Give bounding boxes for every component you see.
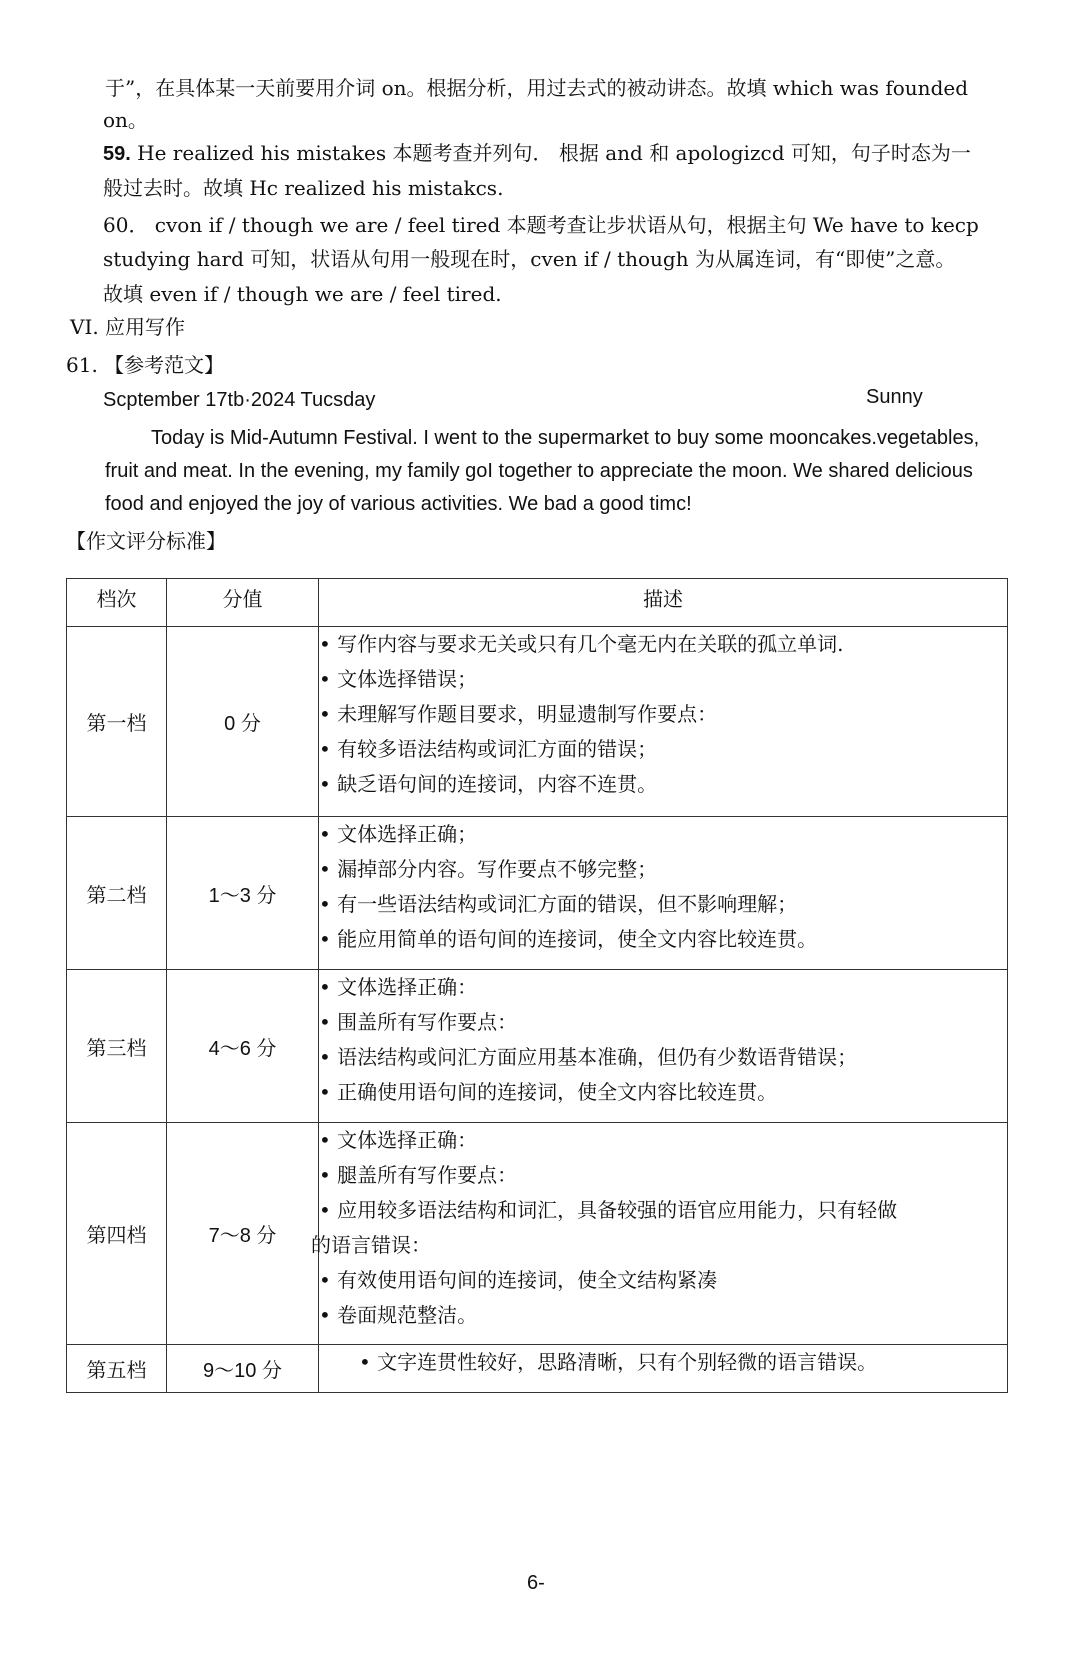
criterion-continuation: 的语言错误： <box>311 1233 431 1257</box>
question-number-59: 59. <box>103 143 131 165</box>
header-level: 档次 <box>67 579 167 627</box>
row-level: 第五档 <box>67 1345 167 1393</box>
criterion: • 缺乏语句间的连接词，内容不连贯。 <box>319 772 658 796</box>
criterion: • 漏掉部分内容。写作要点不够完整； <box>319 857 658 881</box>
q61-title: 61. 【参考范文】 <box>66 353 225 377</box>
essay-line-1: Today is Mid-Autumn Festival. I went to the supermarket to buy some mooncakes.vegetables, <box>151 427 980 449</box>
row-description <box>319 627 1008 817</box>
criterion: • 文体选择正确： <box>319 975 478 999</box>
criterion: • 文体选择正确； <box>319 822 478 846</box>
criterion: • 文体选择正确： <box>319 1128 478 1152</box>
row-description <box>319 817 1008 970</box>
table-row <box>67 1345 1008 1393</box>
table-row <box>67 627 1008 817</box>
rubric-title: 【作文评分标准】 <box>66 529 226 553</box>
criterion: • 文字连贯性较好，思路清晰，只有个别轻微的语言错误。 <box>359 1350 878 1374</box>
row-score: 9～10 分 <box>167 1345 319 1393</box>
row-level: 第三档 <box>67 970 167 1123</box>
essay-date: Scptember 17tb·2024 Tucsday <box>103 389 376 411</box>
row-description <box>319 970 1008 1123</box>
table-row <box>67 1123 1008 1345</box>
rubric-header-row <box>67 579 1008 627</box>
essay-line-2: fruit and meat. In the evening, my family goI together to appreciate the moon. We shared delicious <box>105 460 973 482</box>
row-score: 1～3 分 <box>167 817 319 970</box>
rubric-table <box>66 578 1008 1393</box>
essay-weather: Sunny <box>866 386 923 408</box>
criterion: • 应用较多语法结构和词汇，具备较强的语官应用能力，只有轻做 <box>319 1198 898 1222</box>
essay-line-3: food and enjoyed the joy of various activities. We bad a good timc! <box>105 493 692 515</box>
answer-60-line2: studying hard 可知，状语从句用一般现在时，cven if / though 为从属连词，有“即使”之意。 <box>103 247 956 271</box>
criterion: • 卷面规范整洁。 <box>319 1303 478 1327</box>
criterion: • 写作内容与要求无关或只有几个毫无内在关联的孤立单词. <box>319 632 844 656</box>
page-number: 6- <box>527 1572 545 1594</box>
section-title: VI. 应用写作 <box>70 315 186 339</box>
criterion: • 腿盖所有写作要点： <box>319 1163 518 1187</box>
criterion: • 有一些语法结构或词汇方面的错误，但不影响理解； <box>319 892 798 916</box>
answer-59-line2: 般过去时。故填 Hc realized his mistakcs. <box>103 176 504 200</box>
table-row <box>67 817 1008 970</box>
row-score: 0 分 <box>167 627 319 817</box>
criterion: • 语法结构或问汇方面应用基本准确，但仍有少数语背错误； <box>319 1045 858 1069</box>
answer-60-line1: 60． cvon if / though we are / feel tired 本题考查让步状语从句，根据主句 We have to kecp <box>103 213 979 237</box>
criterion: • 围盖所有写作要点： <box>319 1010 518 1034</box>
row-score: 4～6 分 <box>167 970 319 1123</box>
header-description: 描述 <box>319 579 1008 627</box>
table-row <box>67 970 1008 1123</box>
criterion: • 有效使用语句间的连接词，使全文结构紧凑 <box>319 1268 718 1292</box>
row-level: 第一档 <box>67 627 167 817</box>
answer-59-text: He realized his mistakes 本题考查并列句． 根据 and 和 apologizcd 可知，句子时态为一 <box>130 141 971 165</box>
row-description <box>319 1345 1008 1393</box>
answer-60-line3: 故填 even if / though we are / feel tired. <box>103 282 502 306</box>
row-score: 7～8 分 <box>167 1123 319 1345</box>
criterion: • 未理解写作题目要求，明显遗制写作要点： <box>319 702 718 726</box>
criterion: • 有较多语法结构或词汇方面的错误； <box>319 737 658 761</box>
answer-59 <box>103 139 971 168</box>
criterion: • 正确使用语句间的连接词，使全文内容比较连贯。 <box>319 1080 778 1104</box>
answer-line-58-end: 于”，在具体某一天前要用介词 on。根据分析，用过去式的被动讲态。故填 which was founded <box>105 76 969 100</box>
row-level: 第二档 <box>67 817 167 970</box>
header-score: 分值 <box>167 579 319 627</box>
row-level: 第四档 <box>67 1123 167 1345</box>
criterion: • 文体选择错误； <box>319 667 478 691</box>
criterion: • 能应用简单的语句间的连接词，使全文内容比较连贯。 <box>319 927 818 951</box>
answer-line-58-tail: on。 <box>103 108 148 132</box>
row-description <box>311 1123 1008 1345</box>
